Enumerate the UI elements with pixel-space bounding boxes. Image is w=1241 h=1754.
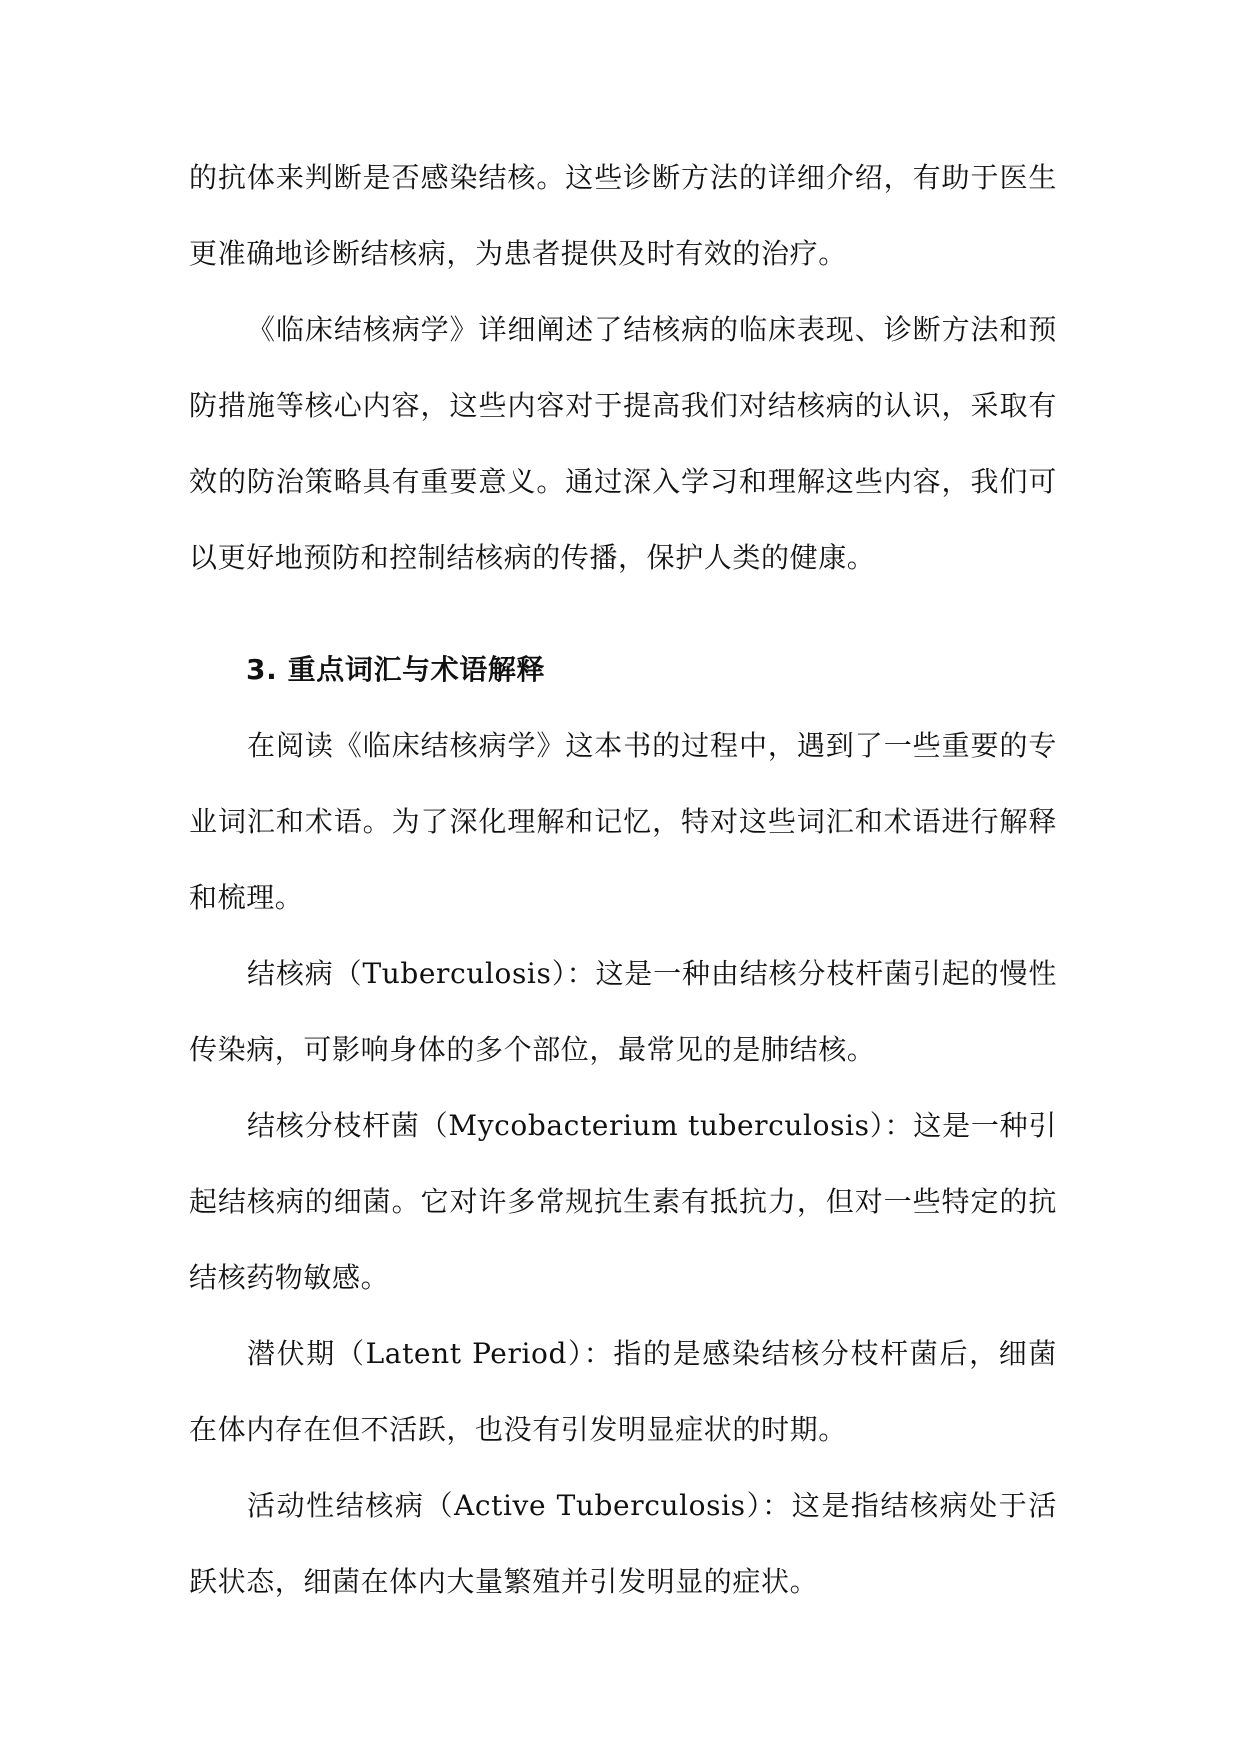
paragraph-term-active-tuberculosis: 活动性结核病（Active Tuberculosis）：这是指结核病处于活跃状态，细菌在体内大量繁殖并引发明显的症状。 xyxy=(189,1489,1057,1598)
paragraph-term-mycobacterium: 结核分枝杆菌（Mycobacterium tuberculosis）：这是一种引起结核病的细菌。它对许多常规抗生素有抵抗力，但对一些特定的抗结核药物敏感。 xyxy=(189,1109,1057,1294)
document-body xyxy=(189,140,1057,1620)
paragraph-diagnosis-summary: 的抗体来判断是否感染结核。这些诊断方法的详细介绍，有助于医生更准确地诊断结核病，为患者提供及时有效的治疗。 xyxy=(189,161,1057,270)
paragraph-term-tuberculosis: 结核病（Tuberculosis）：这是一种由结核分枝杆菌引起的慢性传染病，可影响身体的多个部位，最常见的是肺结核。 xyxy=(189,957,1057,1066)
paragraph-terms-intro: 在阅读《临床结核病学》这本书的过程中，遇到了一些重要的专业词汇和术语。为了深化理解和记忆，特对这些词汇和术语进行解释和梳理。 xyxy=(189,729,1057,914)
paragraph-book-summary: 《临床结核病学》详细阐述了结核病的临床表现、诊断方法和预防措施等核心内容，这些内容对于提高我们对结核病的认识，采取有效的防治策略具有重要意义。通过深入学习和理解这些内容，我们可以更好地预防和控制结核病的传播，保护人类的健康。 xyxy=(189,313,1057,574)
paragraph-term-latent-period: 潜伏期（Latent Period）：指的是感染结核分枝杆菌后，细菌在体内存在但不活跃，也没有引发明显症状的时期。 xyxy=(189,1337,1057,1446)
section-heading-terms: 3. 重点词汇与术语解释 xyxy=(246,653,546,686)
